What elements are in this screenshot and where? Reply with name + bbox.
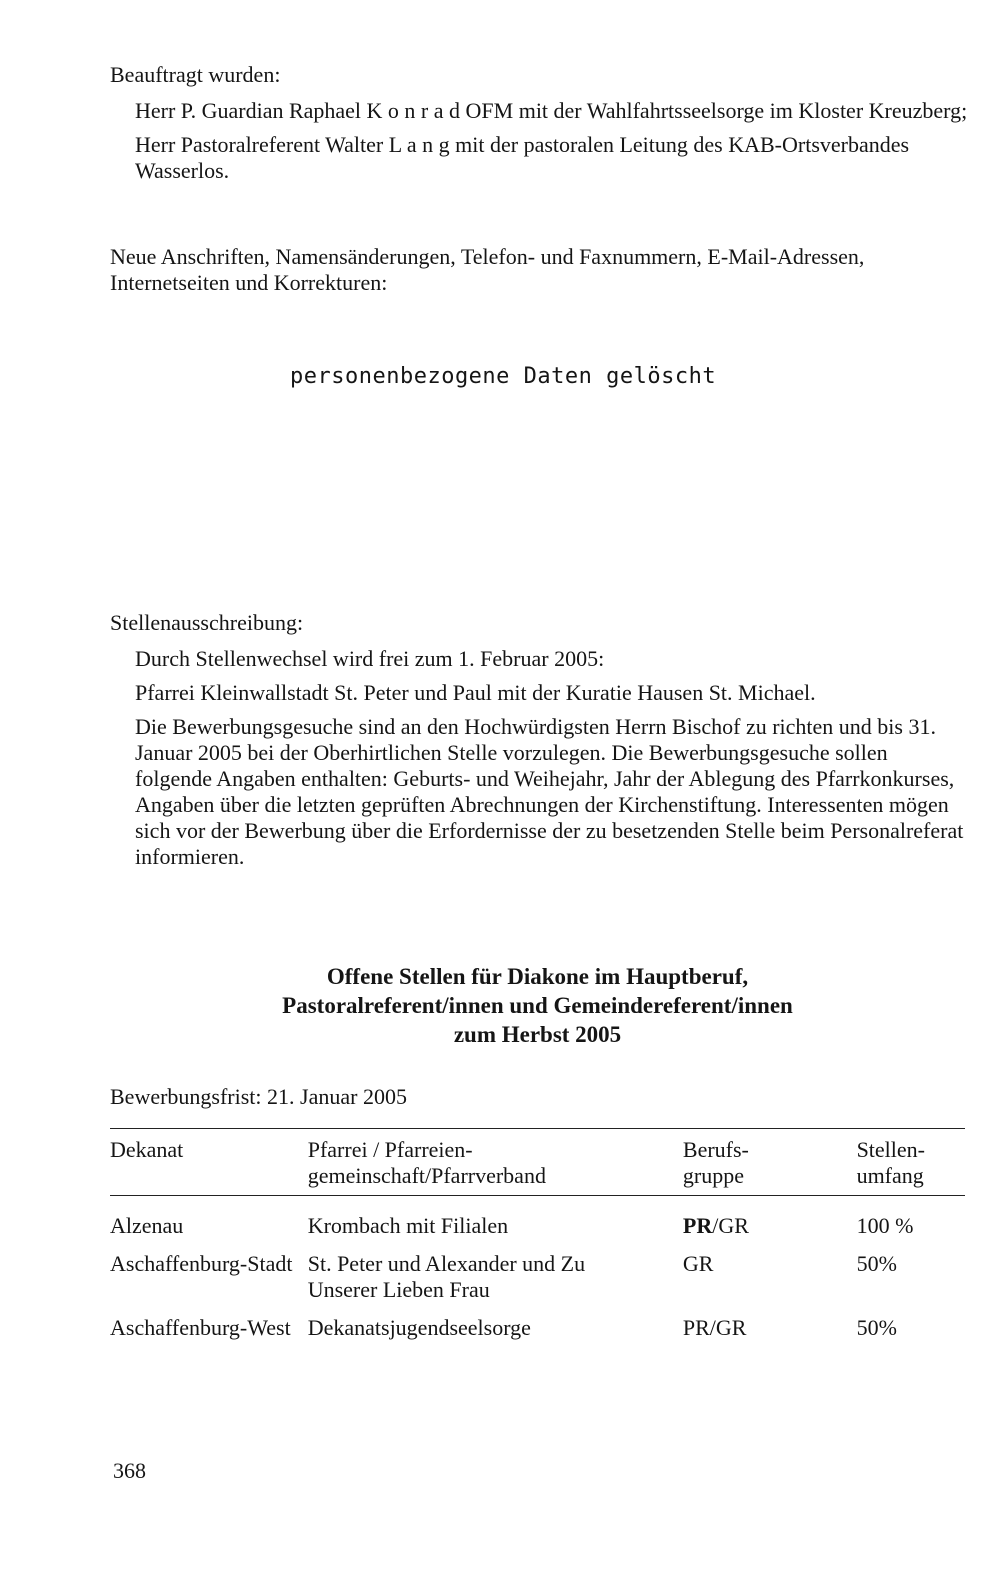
column-header-berufsgruppe: Berufs-gruppe: [683, 1129, 857, 1196]
cell-pfarrei: St. Peter und Alexander und Zu Unserer Lieben Frau: [307, 1251, 586, 1302]
cell-berufsgruppe-rest: PR/GR: [682, 1315, 747, 1340]
cell-dekanat: Alzenau: [110, 1213, 184, 1238]
commissioned-section: [110, 62, 968, 184]
open-positions-heading: [110, 962, 965, 1049]
open-positions-heading-line: Offene Stellen für Diakone im Hauptberuf,: [326, 964, 749, 989]
contact-changes-section: [110, 244, 968, 296]
page-number: 368: [113, 1458, 146, 1483]
cell-dekanat: Aschaffenburg-Stadt: [110, 1251, 293, 1276]
cell-berufsgruppe-bold: PR: [682, 1213, 713, 1238]
cell-dekanat: Aschaffenburg-West: [110, 1315, 291, 1340]
column-header-dekanat: Dekanat: [110, 1129, 308, 1196]
commissioned-entry-lang: Herr Pastoralreferent Walter L a n g mit der pastoralen Leitung des KAB-Ortsverbandes Wasserlos.: [135, 132, 910, 183]
open-positions-heading-line: Pastoralreferent/innen und Gemeindereferent/innen: [282, 993, 793, 1018]
table-row: [110, 1196, 965, 1252]
application-deadline: Bewerbungsfrist: 21. Januar 2005: [110, 1084, 407, 1109]
cell-stellenumfang: 50%: [856, 1251, 897, 1276]
contact-changes-title: Neue Anschriften, Namensänderungen, Telefon- und Faxnummern, E-Mail-Adressen, Internetseiten und Korrekturen:: [110, 244, 865, 295]
job-posting-section: [110, 610, 968, 870]
table-row: [110, 1251, 965, 1315]
cell-stellenumfang: 50%: [856, 1315, 897, 1340]
cell-berufsgruppe-rest: /GR: [712, 1213, 749, 1238]
open-positions-table: [110, 1128, 965, 1353]
open-positions-heading-line: zum Herbst 2005: [453, 1022, 622, 1047]
commissioned-entry-konrad: Herr P. Guardian Raphael K o n r a d OFM mit der Wahlfahrtsseelsorge im Kloster Kreuzberg;: [135, 98, 968, 123]
commissioned-title: Beauftragt wurden:: [110, 62, 281, 87]
cell-berufsgruppe: [683, 1196, 857, 1252]
column-header-pfarrei: Pfarrei / Pfarreien-gemeinschaft/Pfarrverband: [308, 1129, 683, 1196]
job-posting-parish: Pfarrei Kleinwallstadt St. Peter und Paul mit der Kuratie Hausen St. Michael.: [135, 680, 816, 705]
job-posting-application-info: Die Bewerbungsgesuche sind an den Hochwürdigsten Herrn Bischof zu richten und bis 31. Januar 2005 bei der Oberhirtlichen Stelle vorzulegen. Die Bewerbungsgesuche sollen folgende Angaben enthalten: Geburts- und Weihejahr, Jahr der Ablegung des Pfarrkonkurses, Angaben über die letzten geprüften Abrechnungen der Kirchenstiftung. Interessenten mögen sich vor der Bewerbung über die Erfordernisse der zu besetzenden Stelle beim Personalreferat informieren.: [135, 714, 964, 869]
cell-berufsgruppe-rest: GR: [682, 1251, 714, 1276]
redacted-data-note: personenbezogene Daten gelöscht: [290, 364, 717, 389]
cell-stellenumfang: 100 %: [856, 1213, 914, 1238]
cell-pfarrei: Dekanatsjugendseelsorge: [307, 1315, 531, 1340]
job-posting-vacancy-date: Durch Stellenwechsel wird frei zum 1. Februar 2005:: [135, 646, 605, 671]
table-header-row: [110, 1129, 965, 1196]
cell-berufsgruppe: [683, 1315, 857, 1353]
job-posting-title: Stellenausschreibung:: [110, 610, 304, 635]
cell-berufsgruppe: [683, 1251, 857, 1315]
cell-pfarrei: Krombach mit Filialen: [307, 1213, 509, 1238]
table-row: [110, 1315, 965, 1353]
column-header-stellenumfang: Stellen-umfang: [857, 1129, 965, 1196]
